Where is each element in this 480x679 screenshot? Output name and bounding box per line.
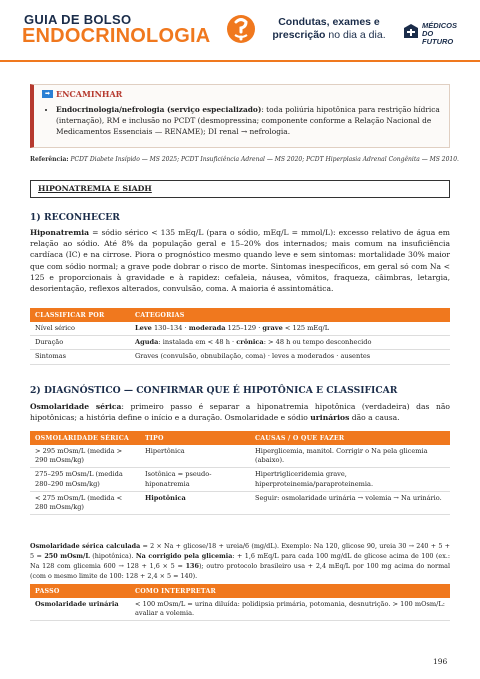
table-cell: 275–295 mOsm/L (medida 280–290 mOsm/kg) <box>30 468 140 491</box>
cell-text: grave <box>262 324 283 332</box>
encaminhar-box <box>30 84 450 148</box>
column-header: COMO INTERPRETAR <box>130 584 450 598</box>
tagline: Condutas, exames e prescrição no dia a dia. <box>272 16 386 41</box>
cell-text: < 125 mEq/L <box>282 324 330 332</box>
table-cell: < 100 mOsm/L = urina diluída: polidipsia primária, potomania, desnutrição. > 100 mOsm/L: avaliar a volemia. <box>130 598 450 621</box>
table-row <box>30 350 450 364</box>
encaminhar-item: • Endocrinologia/nefrologia (serviço especializado): toda poliúria hipotônica para restrição hídrica (internação), RM e inclusão no PCDT (desmopressina; componente conforme a Relação Nacional de Medicamentos Essenciais — RENAME); DI renal → nefrologia. <box>56 104 441 137</box>
table-cell: Sintomas <box>30 350 130 364</box>
cell-text: Aguda <box>135 338 159 347</box>
paragraph-osmolaridade: Osmolaridade sérica: primeiro passo é separar a hiponatremia hipotônica (verdadeira) das não hipotônicas; a história define o início e a duração. Osmolaridade e sódio urinários dão a causa. <box>30 402 450 423</box>
table-row <box>30 491 450 514</box>
column-header: TIPO <box>140 431 250 445</box>
encaminhar-title: ➡ ENCAMINHAR <box>42 89 441 99</box>
book-logo-icon <box>226 11 256 47</box>
table-row <box>30 598 450 621</box>
table-cell: Nível sérico <box>30 322 130 336</box>
table-cell: Seguir: osmolaridade urinária → volemia → Na urinário. <box>250 491 450 514</box>
cell-text: 130–134 · <box>151 324 189 332</box>
osmolarity-table <box>30 431 450 515</box>
table-cell: Hipertrigliceridemia grave, hiperproteinemia/paraproteinemia. <box>250 468 450 491</box>
arrow-right-icon: ➡ <box>42 90 53 98</box>
table-cell: < 275 mOsm/L (medida < 280 mOsm/kg) <box>30 491 140 514</box>
table-cell: Duração <box>30 336 130 350</box>
classification-table <box>30 308 450 365</box>
partner-name: MÉDICOS DO FUTURO <box>422 21 458 46</box>
heading-diagnostico: 2) DIAGNÓSTICO — CONFIRMAR QUE É HIPOTÔNICA E CLASSIFICAR <box>30 385 398 396</box>
cell-text: Leve <box>135 324 152 332</box>
table-cell <box>130 336 450 350</box>
paragraph-hiponatremia: Hiponatremia = sódio sérico < 135 mEq/L (para o sódio, mEq/L = mmol/L): excesso relativo de água em relação ao sódio. Até 8% da população geral e 15–20% dos internados; mais comum na insuficiência cardíaca (IC) e na cirrose. Piora o prognóstico mesmo quando leve e sem sintomas: mortalidade 30% maior que com sódio normal; a grave pode dobrar o risco de morte. Sintomas inespecíficos, em geral só com Na < 125 e proporcionais à gravidade e à rapidez: cefaleia, náusea, vômitos, fraqueza, câimbras, letargia, desorientação, reflexos alterados, convulsão, coma. A maioria é assintomática. <box>30 228 450 294</box>
table-cell: Osmolaridade urinária <box>30 598 130 621</box>
cell-text: Graves (convulsão, obnubilação, coma) · leves a moderados · ausentes <box>135 352 371 361</box>
table-cell: Hipertônica <box>140 445 250 468</box>
brand-title: ENDOCRINOLOGIA <box>22 25 211 47</box>
table-row <box>30 445 450 468</box>
table-cell <box>130 322 450 336</box>
column-header: CLASSIFICAR POR <box>30 308 130 322</box>
column-header: CATEGORIAS <box>130 308 450 322</box>
calc-paragraph: Osmolaridade sérica calculada = 2 × Na + glicose/18 + ureia/6 (mg/dL). Exemplo: Na 120, glicose 90, ureia 30 → 240 + 5 + 5 = 250 mOsm/L (hipotônica). Na corrigido pela glicemia: + 1,6 mEq/L para cada 100 mg/dL de glicose acima de 100 (ex.: Na 128 com glicemia 600 → 128 + 1,6 × 5 = 136); outro protocolo brasileiro usa + 2,4 mEq/L por 100 mg acima do normal (com o mesmo limite de 100: 128 + 2,4 × 5 = 140). <box>30 542 450 580</box>
partner-logo <box>402 20 464 44</box>
page-header <box>0 0 480 62</box>
table-row <box>30 468 450 491</box>
table-cell: Hiperglicemia, manitol. Corrigir o Na pela glicemia (abaixo). <box>250 445 450 468</box>
reference-note: Referência: PCDT Diabete Insípido — MS 2025; PCDT Insuficiência Adrenal — MS 2020; PCDT Hiperplasia Adrenal Congênita — MS 2010. <box>30 156 459 163</box>
column-header: OSMOLARIDADE SÉRICA <box>30 431 140 445</box>
table-row <box>30 322 450 336</box>
cell-text: : instalada em < 48 h · <box>158 338 237 347</box>
table-cell <box>130 350 450 364</box>
table-cell: Hipotônica <box>140 491 250 514</box>
cell-text: moderada <box>188 324 226 332</box>
column-header: CAUSAS / O QUE FAZER <box>250 431 450 445</box>
medicos-do-futuro-logo-icon <box>402 22 420 40</box>
table-cell: > 295 mOsm/L (medida > 290 mOsm/kg) <box>30 445 140 468</box>
column-header: PASSO <box>30 584 130 598</box>
table-cell: Isotônica = pseudo-hiponatremia <box>140 468 250 491</box>
cell-text: 125–129 · <box>225 324 263 332</box>
brand-line1: GUIA DE BOLSO <box>24 12 132 27</box>
section-title: HIPONATREMIA E SIADH <box>30 180 450 198</box>
table-row <box>30 336 450 350</box>
cell-text: crônica <box>236 338 264 347</box>
page-number: 196 <box>433 657 448 666</box>
steps-table <box>30 584 450 621</box>
heading-reconhecer: 1) RECONHECER <box>30 212 120 223</box>
cell-text: : > 48 h ou tempo desconhecido <box>263 338 372 347</box>
